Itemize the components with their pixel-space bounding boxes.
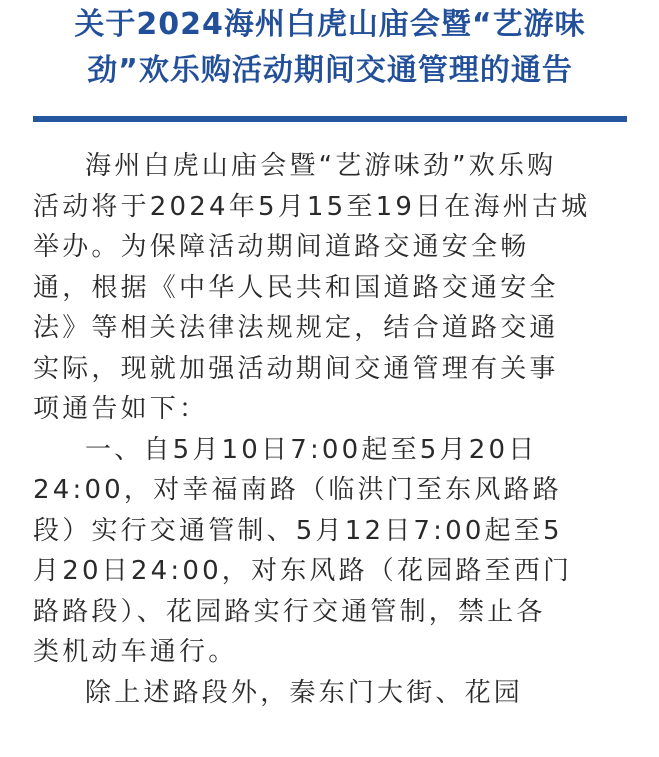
paragraph-item-1 <box>33 430 627 673</box>
title-divider <box>33 116 627 122</box>
text-line: 段）实行交通管制、5月12日7:00起至5 <box>33 515 563 546</box>
title-line-1: 关于2024海州白虎山庙会暨“艺游味 <box>74 7 586 42</box>
text-line: 海州白虎山庙会暨“艺游味劲”欢乐购 <box>85 151 557 181</box>
text-line: 通，根据《中华人民共和国道路交通安全 <box>33 272 559 303</box>
text-line: 类机动车通行。 <box>33 637 238 667</box>
text-line: 活动将于2024年5月15至19日在海州古城 <box>33 191 591 222</box>
notice-title <box>33 0 627 94</box>
text-line: 除上述路段外，秦东门大街、花园 <box>85 677 524 708</box>
paragraph-intro <box>33 146 627 430</box>
text-line: 24:00，对幸福南路（临洪门至东风路路 <box>33 475 562 505</box>
paragraph-item-2 <box>33 673 627 714</box>
text-line: 路路段）、花园路实行交通管制，禁止各 <box>33 596 546 627</box>
notice-body <box>33 146 627 713</box>
text-line: 一、自5月10日7:00起至5月20日 <box>85 434 538 465</box>
text-line: 法》等相关法律法规规定，结合道路交通 <box>33 313 559 343</box>
text-line: 月20日24:00，对东风路（花园路至西门 <box>33 556 573 586</box>
text-line: 举办。为保障活动期间道路交通安全畅 <box>33 232 530 262</box>
text-line: 项通告如下： <box>33 394 209 424</box>
title-line-2: 劲”欢乐购活动期间交通管理的通告 <box>87 53 573 88</box>
text-line: 实际，现就加强活动期间交通管理有关事 <box>33 353 559 384</box>
